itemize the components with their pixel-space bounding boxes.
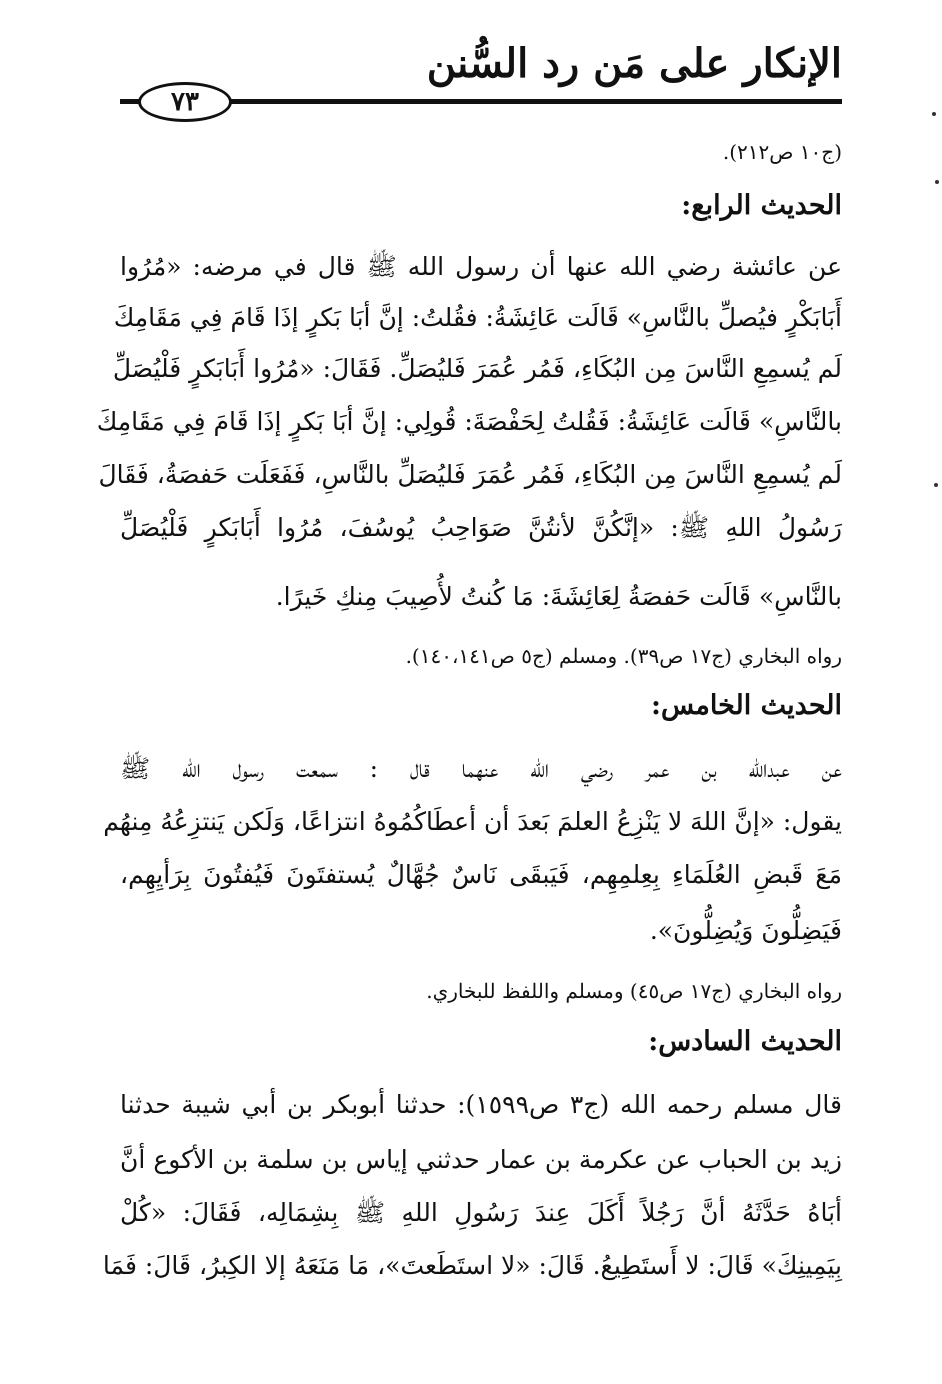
hadith-5-line: يقول: «إنَّ اللهَ لا يَنْزِعُ العلمَ بَعدَ أن أعطَاكُمُوهُ انتزاعًا، وَلَكن يَنتزِعُهُ مِنهُم	[103, 807, 842, 836]
hadith-5-line: عن عبدالله بن عمر رضي الله عنهما قال : سمعت رسول الله ﷺ	[120, 754, 842, 783]
hadith-4-line: لَم يُسمِعِ النَّاسَ مِن البُكَاءِ، فَمُر عُمَرَ فَليُصَلِّ بالنَّاسِ، فَفَعَلَت حَفصَةُ، فَقَالَ	[98, 460, 842, 489]
hadith-4-line: بالنَّاسِ» قَالَت حَفصَةُ لِعَائِشَةَ: مَا كُنتُ لأُصِيبَ مِنكِ خَيرًا.	[275, 582, 842, 611]
page-number-badge	[138, 82, 232, 122]
hadith-4-line: بالنَّاسِ» قَالَت عَائِشَةُ: فَقُلتُ لِحَفْصَةَ: قُولِي: إنَّ أبَا بَكرٍ إذَا قَامَ فِي مَقَامِكَ	[96, 407, 842, 436]
section-heading-6: الحديث السادس:	[648, 1026, 842, 1057]
hadith-6-line: بِيَمِينِكَ» قَالَ: لا أَستَطِيعُ. قَالَ: «لا استَطَعتَ»، مَا مَنَعَهُ إلا الكِبرُ، قَالَ: فَمَا	[102, 1251, 842, 1280]
hadith-4-line: عن عائشة رضي الله عنها أن رسول الله ﷺ قال في مرضه: «مُرُوا	[120, 252, 842, 281]
hadith-5-reference: رواه البخاري (ج١٧ ص٤٥) ومسلم واللفظ للبخاري.	[426, 979, 842, 1003]
hadith-6-line: قال مسلم رحمه الله (ج٣ ص١٥٩٩): حدثنا أبوبكر بن أبي شيبة حدثنا	[120, 1090, 842, 1119]
scan-speck	[932, 112, 936, 116]
hadith-4-reference: رواه البخاري (ج١٧ ص٣٩). ومسلم (ج٥ ص١٤٠،١٤١).	[405, 644, 842, 668]
hadith-5-line: مَعَ قَبضِ العُلَمَاءِ بِعِلمِهِم، فَيَبقَى نَاسٌ جُهَّالٌ يُستفتَونَ فَيُفتُونَ بِرَأيِهِم،	[120, 860, 842, 889]
hadith-6-line: زيد بن الحباب عن عكرمة بن عمار حدثني إياس بن سلمة بن الأكوع أنَّ	[120, 1145, 842, 1174]
hadith-4-line: أَبَابَكْرٍ فيُصلِّ بالنَّاسِ» قَالَت عَائِشَةُ: فقُلتُ: إنَّ أبَا بَكرٍ إذَا قَامَ فِي مَقَامِكَ	[113, 303, 842, 332]
scan-speck	[935, 180, 939, 184]
hadith-4-line: لَم يُسمِعِ النَّاسَ مِن البُكَاءِ، فَمُر عُمَرَ فَليُصَلِّ. فَقَالَ: «مُرُوا أَبَابَكرٍ فَلْيُصَلِّ	[112, 354, 842, 383]
scan-speck	[934, 483, 938, 487]
running-title: الإنكار على مَن رد السُّنن	[426, 40, 842, 87]
top-reference: (ج١٠ ص٢١٢).	[722, 140, 842, 164]
page-number: ٧٣	[171, 87, 199, 117]
section-heading-4: الحديث الرابع:	[681, 190, 842, 221]
hadith-5-line: فَيَضِلُّونَ وَيُضِلُّونَ».	[649, 916, 842, 945]
hadith-4-line: رَسُولُ اللهِ ﷺ: «إنَّكُنَّ لأنتُنَّ صَوَاحِبُ يُوسُفَ، مُرُوا أَبَابَكرٍ فَلْيُصَلِّ	[120, 513, 842, 542]
hadith-6-line: أبَاهُ حَدَّثَهُ أنَّ رَجُلاً أَكَلَ عِندَ رَسُولِ اللهِ ﷺ بِشِمَالِه، فَقَالَ: «كُلْ	[120, 1198, 842, 1227]
section-heading-5: الحديث الخامس:	[651, 690, 842, 721]
